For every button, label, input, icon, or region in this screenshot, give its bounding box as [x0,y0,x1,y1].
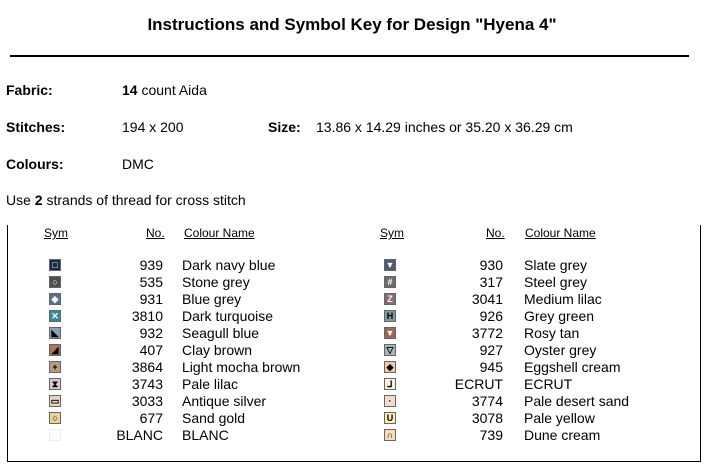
key-row [0,257,704,274]
colour-name: Sand gold [182,410,246,426]
key-row [0,325,704,342]
dmc-number: 926 [479,308,503,324]
header-name-left: Colour Name [184,226,255,240]
dmc-number: BLANC [116,427,163,443]
colour-name: Oyster grey [524,342,597,358]
colour-name: BLANC [182,427,229,443]
key-row [0,342,704,359]
dmc-number: 677 [139,410,163,426]
header-no-left: No. [146,226,165,240]
dmc-number: 3864 [131,359,163,375]
note-prefix: Use [6,192,31,208]
dmc-number: 3033 [131,393,163,409]
symbol-swatch-icon: ○ [49,276,61,288]
colour-name: Clay brown [182,342,253,358]
stitches-value: 194 x 200 [122,119,184,135]
dmc-number: 3774 [471,393,503,409]
fabric-unit: count Aida [141,82,207,98]
dmc-number: 930 [479,257,503,273]
symbol-swatch-icon: ✕ [49,310,61,322]
symbol-swatch-icon: ◢ [49,344,61,356]
thread-note [6,192,246,208]
symbol-swatch-icon: H [384,310,396,322]
colour-name: Pale desert sand [524,393,630,409]
key-row [0,274,704,291]
colours-label: Colours: [6,156,64,172]
dmc-number: 407 [139,342,163,358]
stitches-label: Stitches: [6,119,66,135]
colour-name: Dune cream [524,427,601,443]
header-sym-right: Sym [380,226,404,240]
symbol-swatch-icon: ▽ [384,344,396,356]
symbol-swatch-icon: ◣ [49,327,61,339]
colour-name: ECRUT [524,376,573,392]
dmc-number: 3772 [471,325,503,341]
header-name-right: Colour Name [525,226,596,240]
symbol-swatch-icon: + [49,361,61,373]
colour-name: Stone grey [182,274,250,290]
symbol-swatch-icon: # [384,276,396,288]
colour-name: Light mocha brown [182,359,301,375]
symbol-swatch-icon: ○ [49,412,61,424]
colour-name: Blue grey [182,291,242,307]
colour-name: Eggshell cream [524,359,621,375]
dmc-number: 3041 [471,291,503,307]
colour-name: Slate grey [524,257,588,273]
colour-name: Pale yellow [524,410,595,426]
symbol-swatch-icon: ▼ [385,260,395,270]
key-row [0,393,704,410]
dmc-number: 3743 [131,376,163,392]
key-row [0,410,704,427]
fabric-label: Fabric: [6,82,53,98]
header-no-right: No. [486,226,505,240]
title-divider [10,55,689,57]
dmc-number: 932 [139,325,163,341]
symbol-swatch-icon: □ [49,259,61,271]
fabric-count: 14 [122,82,138,98]
symbol-swatch-icon: ◆ [384,361,396,373]
colour-name: Rosy tan [524,325,580,341]
symbol-swatch-icon: ◆ [49,293,61,305]
size-value: 13.86 x 14.29 inches or 35.20 x 36.29 cm [316,119,573,135]
symbol-swatch-icon: ⅃ [384,378,396,390]
key-row [0,291,704,308]
symbol-swatch-icon: U [384,412,396,424]
symbol-swatch-icon: ▼ [385,328,395,338]
colour-name: Steel grey [524,274,588,290]
header-sym-left: Sym [44,226,68,240]
colour-name: Grey green [524,308,595,324]
colour-name: Seagull blue [182,325,260,341]
dmc-number: 939 [139,257,163,273]
key-row [0,427,704,444]
page-title: Instructions and Symbol Key for Design "Hyena 4" [147,15,557,34]
symbol-swatch-icon: ∩ [384,429,396,441]
fabric-value [122,82,207,98]
note-suffix: strands of thread for cross stitch [46,192,246,208]
colours-value: DMC [122,156,154,172]
symbol-swatch-icon: · [384,395,396,407]
dmc-number: 3810 [131,308,163,324]
dmc-number: 535 [139,274,163,290]
colour-name: Antique silver [182,393,267,409]
dmc-number: 739 [479,427,503,443]
key-row [0,359,704,376]
dmc-number: 931 [139,291,163,307]
colour-name: Dark navy blue [182,257,276,273]
dmc-number: 3078 [471,410,503,426]
symbol-swatch-icon: Z [384,293,396,305]
dmc-number: 317 [479,274,503,290]
dmc-number: 927 [479,342,503,358]
dmc-number: 945 [479,359,503,375]
colour-name: Pale lilac [182,376,239,392]
colour-name: Dark turquoise [182,308,274,324]
key-row [0,376,704,393]
note-strands: 2 [34,192,43,208]
dmc-number: ECRUT [454,376,503,392]
key-row [0,308,704,325]
symbol-swatch-icon: ▭ [50,396,60,406]
size-label: Size: [268,119,301,135]
colour-name: Medium lilac [524,291,602,307]
symbol-swatch-icon: ⧗ [49,378,61,390]
